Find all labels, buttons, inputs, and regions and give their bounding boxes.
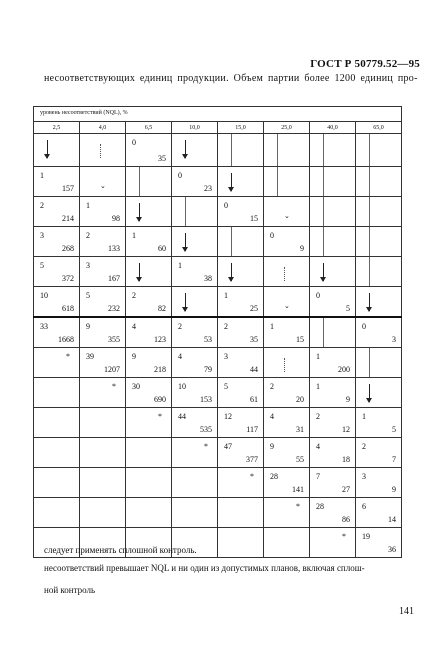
table-cell (264, 348, 310, 378)
table-cell (218, 134, 264, 167)
table-cell (356, 287, 402, 318)
document-code: ГОСТ Р 50779.52—95 (310, 58, 420, 70)
continuation-line (369, 227, 370, 256)
table-cell (356, 197, 402, 227)
sample-size: 618 (62, 304, 74, 313)
sample-size: 9 (346, 395, 350, 404)
continuation-line (277, 167, 278, 196)
sample-size: 133 (108, 244, 120, 253)
acceptance-number: 0 (132, 138, 136, 147)
sample-size: 1207 (104, 365, 120, 374)
table-cell (80, 317, 126, 348)
continuation-line (369, 167, 370, 196)
continuation-line (323, 167, 324, 196)
sample-size: 60 (158, 244, 166, 253)
table-row (34, 227, 402, 257)
acceptance-number: 1 (86, 201, 90, 210)
acceptance-number: 10 (40, 291, 48, 300)
table-cell (356, 317, 402, 348)
table-cell (80, 257, 126, 287)
sample-size: 123 (154, 335, 166, 344)
sample-size: 15 (296, 335, 304, 344)
table-cell (264, 317, 310, 348)
acceptance-number: 9 (270, 442, 274, 451)
table-cell (218, 438, 264, 468)
table-row (34, 287, 402, 318)
asterisk-mark: * (158, 412, 162, 421)
table-cell (34, 257, 80, 287)
sample-size: 1668 (58, 335, 74, 344)
table-row (34, 438, 402, 468)
column-header: 10,0 (172, 122, 218, 134)
continuation-line (323, 318, 324, 347)
acceptance-number: 19 (362, 532, 370, 541)
table-cell (264, 438, 310, 468)
table-cell (80, 348, 126, 378)
sample-size: 27 (342, 485, 350, 494)
table-cell (264, 167, 310, 197)
acceptance-number: 5 (40, 261, 44, 270)
footer-line-3: ной контроль (44, 585, 96, 595)
table-cell (310, 167, 356, 197)
table-cell (126, 378, 172, 408)
sample-size: 23 (204, 184, 212, 193)
table-row (34, 408, 402, 438)
sample-size: 141 (292, 485, 304, 494)
table-row (34, 134, 402, 167)
table-cell (34, 134, 80, 167)
small-arrow-icon: ⌄ (100, 182, 106, 190)
asterisk-mark: * (204, 442, 208, 451)
table-cell (80, 498, 126, 528)
table-cell (34, 287, 80, 318)
sample-size: 214 (62, 214, 74, 223)
table-row (34, 468, 402, 498)
table-cell (126, 167, 172, 197)
table-cell (126, 468, 172, 498)
table-cell (218, 167, 264, 197)
sample-size: 35 (158, 154, 166, 163)
arrow-down-icon (369, 384, 370, 402)
arrow-down-icon (185, 293, 186, 311)
table-cell (172, 257, 218, 287)
acceptance-number: 3 (40, 231, 44, 240)
table-cell (218, 348, 264, 378)
asterisk-mark: * (66, 352, 70, 361)
acceptance-number: 1 (362, 412, 366, 421)
table-cell (172, 408, 218, 438)
asterisk-mark: * (296, 502, 300, 511)
table-cell (264, 378, 310, 408)
table-cell (264, 528, 310, 558)
dotted-arrow-icon (284, 267, 287, 281)
table-cell (356, 134, 402, 167)
arrow-down-icon (185, 140, 186, 158)
table-cell (80, 167, 126, 197)
continuation-line (139, 167, 140, 196)
acceptance-number: 3 (224, 352, 228, 361)
sample-size: 5 (346, 304, 350, 313)
column-header: 2,5 (34, 122, 80, 134)
table-cell (172, 167, 218, 197)
table-row (34, 167, 402, 197)
table-cell (310, 498, 356, 528)
acceptance-number: 2 (178, 322, 182, 331)
sample-size: 690 (154, 395, 166, 404)
acceptance-number: 3 (362, 472, 366, 481)
page-number: 141 (399, 606, 414, 617)
table-row (34, 498, 402, 528)
column-header: 40,0 (310, 122, 356, 134)
table-cell (34, 167, 80, 197)
sample-size: 55 (296, 455, 304, 464)
arrow-down-icon (369, 293, 370, 311)
acceptance-number: 0 (316, 291, 320, 300)
table-cell (126, 408, 172, 438)
acceptance-number: 2 (40, 201, 44, 210)
sample-size: 372 (62, 274, 74, 283)
acceptance-number: 7 (316, 472, 320, 481)
sample-size: 25 (250, 304, 258, 313)
table-cell (218, 408, 264, 438)
table-cell (34, 378, 80, 408)
table-cell (172, 438, 218, 468)
sample-size: 157 (62, 184, 74, 193)
continuation-line (369, 134, 370, 166)
sample-size: 268 (62, 244, 74, 253)
dotted-arrow-icon (284, 358, 287, 372)
table-cell (218, 378, 264, 408)
continuation-line (277, 134, 278, 166)
table-cell (172, 468, 218, 498)
table-cell (310, 408, 356, 438)
acceptance-number: 4 (316, 442, 320, 451)
sample-size: 12 (342, 425, 350, 434)
table-cell (80, 134, 126, 167)
acceptance-number: 2 (86, 231, 90, 240)
table-cell (218, 317, 264, 348)
acceptance-number: 47 (224, 442, 232, 451)
continuation-line (231, 227, 232, 256)
dotted-arrow-icon (100, 144, 103, 158)
acceptance-number: 1 (270, 322, 274, 331)
table-cell (80, 468, 126, 498)
sample-size: 218 (154, 365, 166, 374)
table-cell (356, 528, 402, 558)
table-cell (218, 287, 264, 318)
continuation-line (323, 197, 324, 226)
asterisk-mark: * (342, 532, 346, 541)
asterisk-mark: * (250, 472, 254, 481)
table-cell (80, 197, 126, 227)
table-cell (356, 348, 402, 378)
table-cell (218, 257, 264, 287)
table-cell (310, 197, 356, 227)
table-cell (34, 197, 80, 227)
table-cell (34, 348, 80, 378)
table-cell (264, 287, 310, 318)
acceptance-number: 33 (40, 322, 48, 331)
acceptance-number: 0 (362, 322, 366, 331)
continuation-line (231, 134, 232, 166)
table-cell (34, 468, 80, 498)
table-cell (172, 498, 218, 528)
acceptance-number: 2 (316, 412, 320, 421)
sample-size: 35 (250, 335, 258, 344)
sample-size: 377 (246, 455, 258, 464)
sample-size: 98 (112, 214, 120, 223)
sampling-plan-table (33, 106, 402, 558)
sample-size: 167 (108, 274, 120, 283)
table-cell (264, 134, 310, 167)
acceptance-number: 2 (224, 322, 228, 331)
arrow-down-icon (231, 173, 232, 191)
column-header: 65,0 (356, 122, 402, 134)
continuation-line (369, 197, 370, 226)
table-cell (126, 438, 172, 468)
acceptance-number: 0 (178, 171, 182, 180)
table-cell (34, 408, 80, 438)
table-cell (310, 287, 356, 318)
sample-size: 15 (250, 214, 258, 223)
sample-size: 31 (296, 425, 304, 434)
table-cell (172, 317, 218, 348)
sample-size: 86 (342, 515, 350, 524)
table-cell (126, 317, 172, 348)
table-cell (218, 498, 264, 528)
sample-size: 9 (392, 485, 396, 494)
continuation-line (369, 257, 370, 286)
sample-size: 20 (296, 395, 304, 404)
table-cell (356, 378, 402, 408)
continuation-line (369, 348, 370, 377)
column-header: 25,0 (264, 122, 310, 134)
table-cell (310, 317, 356, 348)
acceptance-number: 0 (224, 201, 228, 210)
table-cell (126, 287, 172, 318)
table-cell (126, 134, 172, 167)
table-cell (356, 468, 402, 498)
table-row (34, 378, 402, 408)
arrow-down-icon (231, 263, 232, 281)
sample-size: 117 (246, 425, 258, 434)
table-cell (218, 197, 264, 227)
table-row (34, 317, 402, 348)
table-cell (80, 378, 126, 408)
acceptance-number: 2 (362, 442, 366, 451)
footer-line-2: несоответствий превышает NQL и ни один из допустимых планов, включая сплош- (44, 563, 365, 573)
table-cell (126, 197, 172, 227)
table-row (34, 197, 402, 227)
table-cell (34, 438, 80, 468)
table-cell (172, 287, 218, 318)
table-cell (218, 528, 264, 558)
acceptance-number: 5 (86, 291, 90, 300)
sample-size: 153 (200, 395, 212, 404)
footer-line-1: следует применять сплошной контроль. (44, 545, 197, 555)
table-cell (356, 257, 402, 287)
acceptance-number: 2 (270, 382, 274, 391)
arrow-down-icon (323, 263, 324, 281)
sample-size: 200 (338, 365, 350, 374)
table-row (34, 257, 402, 287)
table-cell (310, 378, 356, 408)
acceptance-number: 1 (316, 382, 320, 391)
table-cell (172, 197, 218, 227)
table-cell (80, 438, 126, 468)
table-cell (356, 227, 402, 257)
arrow-down-icon (185, 233, 186, 251)
small-arrow-icon: ⌄ (284, 302, 290, 310)
table-cell (310, 528, 356, 558)
acceptance-number: 1 (178, 261, 182, 270)
sample-size: 18 (342, 455, 350, 464)
table-cell (172, 348, 218, 378)
small-arrow-icon: ⌄ (284, 212, 290, 220)
acceptance-number: 28 (270, 472, 278, 481)
table-cell (126, 227, 172, 257)
acceptance-number: 1 (40, 171, 44, 180)
sample-size: 44 (250, 365, 258, 374)
sample-size: 3 (392, 335, 396, 344)
column-header: 15,0 (218, 122, 264, 134)
acceptance-number: 12 (224, 412, 232, 421)
acceptance-number: 39 (86, 352, 94, 361)
continuation-line (323, 134, 324, 166)
table-cell (172, 227, 218, 257)
table-cell (172, 378, 218, 408)
table-cell (264, 197, 310, 227)
acceptance-number: 1 (224, 291, 228, 300)
acceptance-number: 0 (270, 231, 274, 240)
table-cell (80, 227, 126, 257)
table-cell (310, 257, 356, 287)
continuation-line (185, 197, 186, 226)
table-row (34, 348, 402, 378)
arrow-down-icon (139, 263, 140, 281)
sample-size: 355 (108, 335, 120, 344)
table-cell (218, 468, 264, 498)
acceptance-number: 4 (132, 322, 136, 331)
acceptance-number: 28 (316, 502, 324, 511)
table-cell (34, 498, 80, 528)
arrow-down-icon (139, 203, 140, 221)
sample-size: 9 (300, 244, 304, 253)
sample-size: 535 (200, 425, 212, 434)
acceptance-number: 9 (132, 352, 136, 361)
sample-size: 232 (108, 304, 120, 313)
intro-text: несоответствующих единиц продукции. Объем партии более 1200 единиц про- (44, 73, 418, 84)
acceptance-number: 4 (178, 352, 182, 361)
acceptance-number: 2 (132, 291, 136, 300)
table-cell (310, 348, 356, 378)
table-cell (356, 167, 402, 197)
acceptance-number: 1 (316, 352, 320, 361)
acceptance-number: 44 (178, 412, 186, 421)
table-cell (126, 498, 172, 528)
table-cell (34, 227, 80, 257)
table-cell (356, 408, 402, 438)
acceptance-number: 30 (132, 382, 140, 391)
sample-size: 82 (158, 304, 166, 313)
table-cell (80, 287, 126, 318)
sample-size: 79 (204, 365, 212, 374)
sample-size: 14 (388, 515, 396, 524)
table-cell (126, 257, 172, 287)
table-cell (264, 498, 310, 528)
sample-size: 53 (204, 335, 212, 344)
table-cell (34, 317, 80, 348)
table-cell (80, 408, 126, 438)
column-header: 6,5 (126, 122, 172, 134)
table-cell (356, 498, 402, 528)
acceptance-number: 1 (132, 231, 136, 240)
acceptance-number: 5 (224, 382, 228, 391)
acceptance-number: 6 (362, 502, 366, 511)
table-cell (356, 438, 402, 468)
table-cell (264, 227, 310, 257)
table-cell (126, 348, 172, 378)
table-cell (264, 468, 310, 498)
table-cell (310, 134, 356, 167)
table-cell (264, 408, 310, 438)
sample-size: 61 (250, 395, 258, 404)
acceptance-number: 4 (270, 412, 274, 421)
acceptance-number: 9 (86, 322, 90, 331)
acceptance-number: 10 (178, 382, 186, 391)
table-cell (264, 257, 310, 287)
sample-size: 5 (392, 425, 396, 434)
arrow-down-icon (47, 140, 48, 158)
sample-size: 38 (204, 274, 212, 283)
sample-size: 7 (392, 455, 396, 464)
table-cell (310, 438, 356, 468)
table-cell (310, 227, 356, 257)
sample-size: 36 (388, 545, 396, 554)
asterisk-mark: * (112, 382, 116, 391)
table-cell (218, 227, 264, 257)
continuation-line (323, 227, 324, 256)
acceptance-number: 3 (86, 261, 90, 270)
table-cell (310, 468, 356, 498)
column-header: 4,0 (80, 122, 126, 134)
table-caption: уровень несоответствий (NQL), % (34, 107, 402, 122)
table-cell (172, 134, 218, 167)
